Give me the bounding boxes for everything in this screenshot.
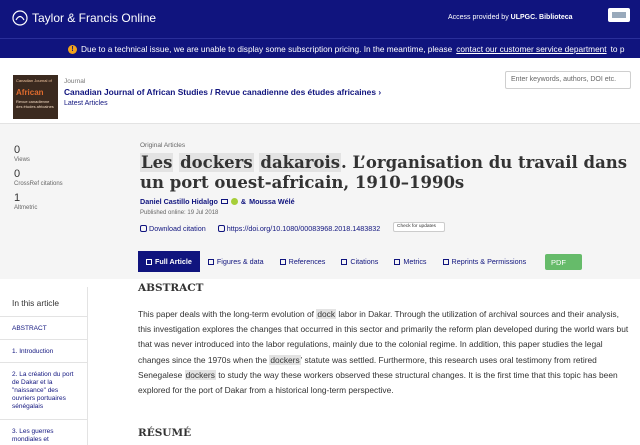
- toc-divider: [0, 419, 88, 420]
- toc-item-abstract[interactable]: ABSTRACT: [12, 325, 47, 332]
- orcid-icon[interactable]: [231, 198, 238, 205]
- notice-text: Due to a technical issue, we are unable to display some subscription pricing. In the meantime, please: [81, 44, 453, 54]
- tab-figures[interactable]: Figures & data: [200, 251, 272, 272]
- quote-icon: [341, 259, 347, 265]
- search-input[interactable]: Enter keywords, authors, DOI etc.: [505, 71, 631, 89]
- doi-link[interactable]: https://doi.org/10.1080/00083968.2018.1483832: [218, 224, 380, 233]
- journal-header: [0, 58, 640, 124]
- toc-item-section-2[interactable]: 2. La création du port de Dakar et la "naissance" des ouvriers portuaires sénégalais: [12, 371, 74, 410]
- resume-heading: RÉSUMÉ: [138, 427, 192, 439]
- journal-cover[interactable]: Canadian Journal of African Revue canadienne des études africaines: [13, 75, 58, 119]
- download-citation-link[interactable]: Download citation: [140, 224, 206, 233]
- toc-title: In this article: [12, 298, 60, 308]
- download-icon: [140, 225, 147, 232]
- document-icon: [146, 259, 152, 265]
- author-link[interactable]: Moussa Wélé: [249, 197, 295, 206]
- tab-metrics[interactable]: Metrics: [386, 251, 434, 272]
- toc-sidebar: [0, 287, 88, 445]
- tab-reprints[interactable]: Reprints & Permissions: [435, 251, 535, 272]
- article-header: [0, 124, 640, 279]
- latest-articles-link[interactable]: Latest Articles: [64, 100, 108, 107]
- mail-icon[interactable]: [221, 199, 228, 204]
- link-icon: [218, 225, 225, 232]
- metric-crossref: 0 CrossRef citations: [14, 168, 63, 187]
- journal-title[interactable]: Canadian Journal of African Studies / Revue canadienne des études africaines ›: [64, 87, 382, 97]
- cart-icon: [443, 259, 449, 265]
- logo-icon: [12, 10, 28, 26]
- pdf-button[interactable]: PDF: [545, 254, 582, 270]
- toc-item-section-3[interactable]: 3. Les guerres mondiales et: [12, 428, 54, 443]
- institution-logo: [608, 8, 630, 22]
- abstract-heading: ABSTRACT: [138, 282, 204, 294]
- article-tabs: [138, 251, 534, 272]
- book-icon: [280, 259, 286, 265]
- article-title: Les dockers dakarois. L’organisation du travail dans un port ouest-africain, 1910–1990s: [140, 153, 628, 192]
- notice-banner: [0, 38, 640, 58]
- tab-full-article[interactable]: Full Article: [138, 251, 200, 272]
- toc-divider: [0, 339, 88, 340]
- article-type: Original Articles: [140, 142, 186, 149]
- author-link[interactable]: Daniel Castillo Hidalgo: [140, 197, 218, 206]
- image-icon: [208, 259, 214, 265]
- abstract-section: [138, 282, 633, 398]
- notice-tail: to p: [610, 44, 625, 54]
- metric-views: 0 Views: [14, 144, 30, 163]
- authors: [140, 197, 295, 206]
- chart-icon: [394, 259, 400, 265]
- journal-label: Journal: [64, 78, 86, 85]
- site-logo[interactable]: [12, 10, 156, 26]
- metric-altmetric[interactable]: 1 Altmetric: [14, 192, 38, 211]
- check-updates-button[interactable]: Check for updates: [393, 222, 445, 232]
- author-separator: &: [240, 197, 247, 206]
- warning-icon: !: [68, 45, 77, 54]
- customer-service-link[interactable]: contact our customer service department: [456, 44, 607, 54]
- toc-item-introduction[interactable]: 1. Introduction: [12, 348, 54, 355]
- metrics-panel: [14, 144, 124, 216]
- institution-icon: [611, 10, 627, 20]
- article-links: [140, 224, 380, 233]
- abstract-body: This paper deals with the long-term evolution of dock labor in Dakar. Through the utilization of archival sources and their analysis, this investigation explores the changes that occurred in this sector and primarily the reform plan developed during the world wars but that was never introduced into the labor regulations, mainly due to the colonial regime. In addition, this paper studies the legal changes since the 1970s when the dockers’ statute was settled. Furthermore, this research uses oral testimony from retired Senegalese dockers to study the way these workers observed these structural changes. It is the first time that this topic has been explored for the port of Dakar from a historical long-term perspective.: [138, 309, 629, 396]
- tab-references[interactable]: References: [272, 251, 334, 272]
- published-date: Published online: 19 Jul 2018: [140, 210, 219, 216]
- toc-divider: [0, 362, 88, 363]
- site-name: Taylor & Francis Online: [32, 11, 157, 25]
- tab-citations[interactable]: Citations: [333, 251, 386, 272]
- top-bar: [0, 0, 640, 38]
- toc-divider: [0, 316, 88, 317]
- access-info: Access provided by ULPGC. Biblioteca: [448, 14, 573, 21]
